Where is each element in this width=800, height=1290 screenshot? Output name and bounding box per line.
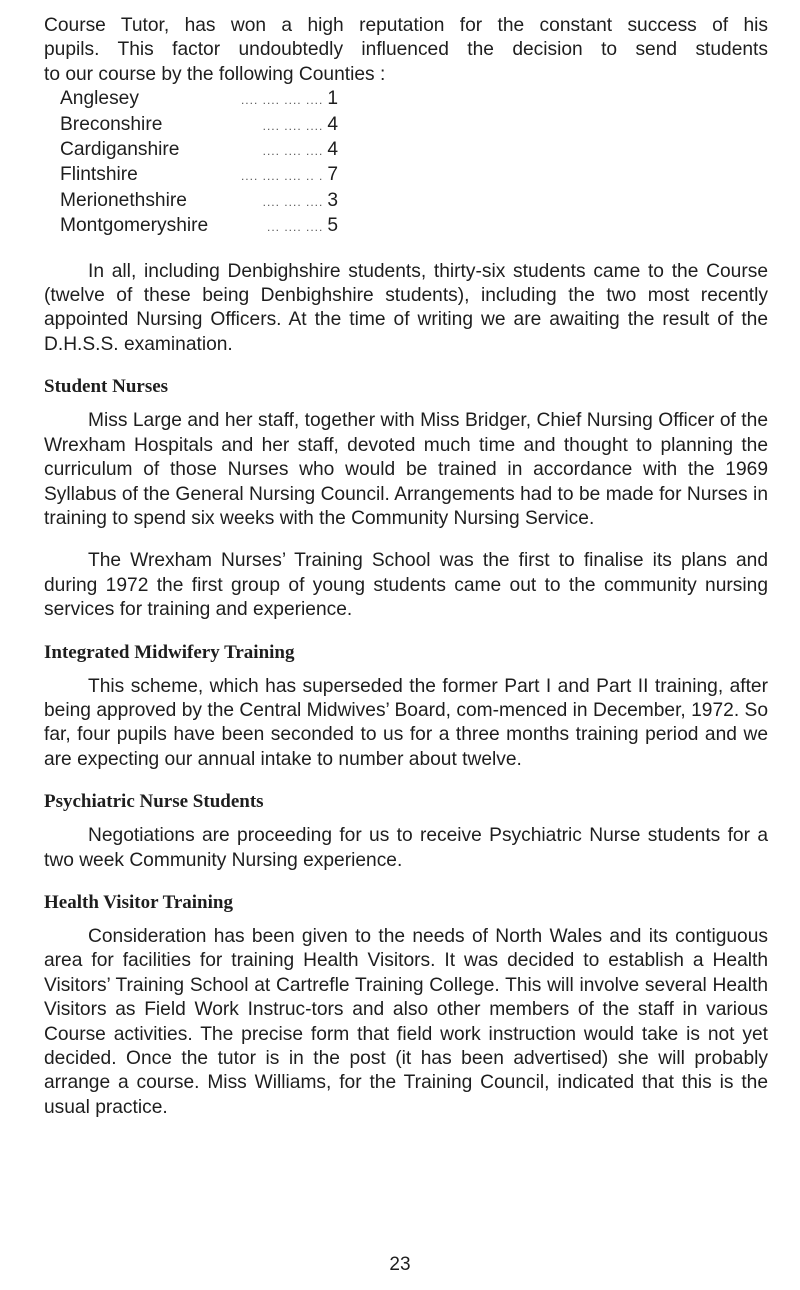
section-heading-midwifery: Integrated Midwifery Training: [44, 641, 295, 663]
county-name: Breconshire: [60, 113, 163, 135]
leader-dots: .... .... ....: [262, 144, 324, 159]
psychiatric-paragraph: Negotiations are proceeding for us to receive Psychiatric Nurse students for a two week Community Nursing experience.: [44, 825, 768, 871]
page-number: 23: [389, 1254, 411, 1275]
county-count: 5: [327, 215, 338, 237]
county-row: [60, 214, 338, 239]
intro-line-1: Course Tutor, has won a high reputation for the constant success of his: [44, 15, 768, 36]
county-row: [60, 163, 338, 188]
leader-dots: .... .... .... ....: [240, 93, 324, 108]
county-name: Cardiganshire: [60, 139, 180, 161]
county-row: [60, 138, 338, 163]
section-heading-health-visitor: Health Visitor Training: [44, 891, 233, 913]
intro-line-2: pupils. This factor undoubtedly influenced the decision to send students: [44, 39, 768, 61]
leader-dots: ... .... ....: [266, 220, 324, 235]
county-count: 1: [327, 88, 338, 110]
county-name: Anglesey: [60, 88, 139, 110]
counties-list: [60, 87, 338, 239]
county-name: Merionethshire: [60, 189, 187, 211]
section-heading-student-nurses: Student Nurses: [44, 376, 169, 398]
leader-dots: .... .... ....: [262, 118, 324, 133]
county-count: 4: [327, 139, 338, 161]
student-nurses-paragraph-2: The Wrexham Nurses’ Training School was the first to finalise its plans and during 1972 the first group of young students came out to the community nursing services for training and experience.: [44, 550, 768, 621]
county-count: 4: [327, 113, 338, 135]
summary-paragraph: In all, including Denbighshire students, thirty-six students came to the Course (twelve of these being Denbighshire students), including the two most recently appointed Nursing Officers. At the time of writing we are awaiting the result of the D.H.S.S. examination.: [44, 260, 768, 355]
leader-dots: .... .... ....: [262, 194, 324, 209]
county-row: [60, 113, 338, 138]
document-page: [44, 14, 768, 1120]
county-count: 7: [327, 164, 338, 186]
intro-line-3: to our course by the following Counties :: [44, 63, 386, 85]
county-name: Flintshire: [60, 164, 138, 186]
county-row: [60, 189, 338, 214]
student-nurses-paragraph-1: Miss Large and her staff, together with Miss Bridger, Chief Nursing Officer of the Wrexham Hospitals and her staff, devoted much time and thought to planning the curriculum of those Nurses who would be trained in accordance with the 1969 Syllabus of the General Nursing Council. Arrangements had to be made for Nurses in training to spend six weeks with the Community Nursing Service.: [44, 410, 768, 529]
midwifery-paragraph: This scheme, which has superseded the former Part I and Part II training, after being approved by the Central Midwives’ Board, com-menced in December, 1972. So far, four pupils have been seconded to us for a three months training period and we are expecting our annual intake to number about twelve.: [44, 675, 768, 770]
section-heading-psychiatric: Psychiatric Nurse Students: [44, 791, 264, 813]
county-row: [60, 87, 338, 112]
leader-dots: .... .... .... .. .: [240, 169, 324, 184]
county-name: Montgomeryshire: [60, 215, 209, 237]
health-visitor-paragraph: Consideration has been given to the needs of North Wales and its contiguous area for facilities for training Health Visitors. It was decided to establish a Health Visitors’ Training School at Cartrefle Training College. This will involve several Health Visitors as Field Work Instruc-tors and also other members of the staff in various Course activities. The precise form that field work instruction would take is not yet decided. Once the tutor is in the post (it has been advertised) she will probably arrange a course. Miss Williams, for the Training Council, indicated that this is the usual practice.: [44, 925, 768, 1118]
county-count: 3: [327, 189, 338, 211]
